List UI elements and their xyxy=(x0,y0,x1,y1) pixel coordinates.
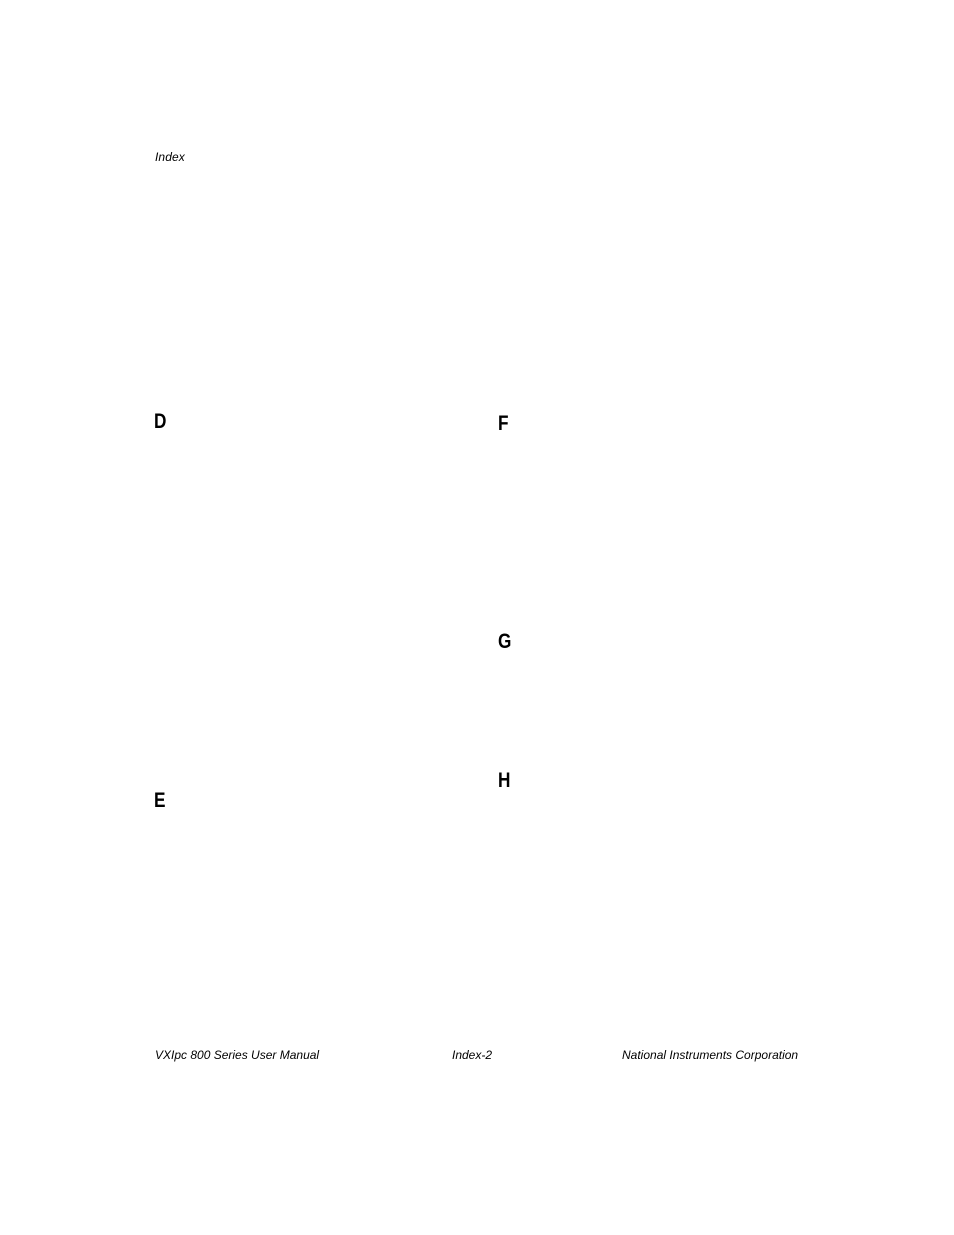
footer-manual-title: VXIpc 800 Series User Manual xyxy=(155,1048,320,1062)
running-head: Index xyxy=(155,150,185,164)
index-section-heading-h: H xyxy=(498,769,511,792)
index-section-heading-f: F xyxy=(498,412,509,435)
footer-company: National Instruments Corporation xyxy=(622,1048,799,1062)
index-section-heading-e: E xyxy=(154,789,166,812)
footer-page-number: Index-2 xyxy=(452,1048,493,1062)
index-section-heading-g: G xyxy=(498,630,512,653)
index-section-heading-d: D xyxy=(154,410,167,433)
